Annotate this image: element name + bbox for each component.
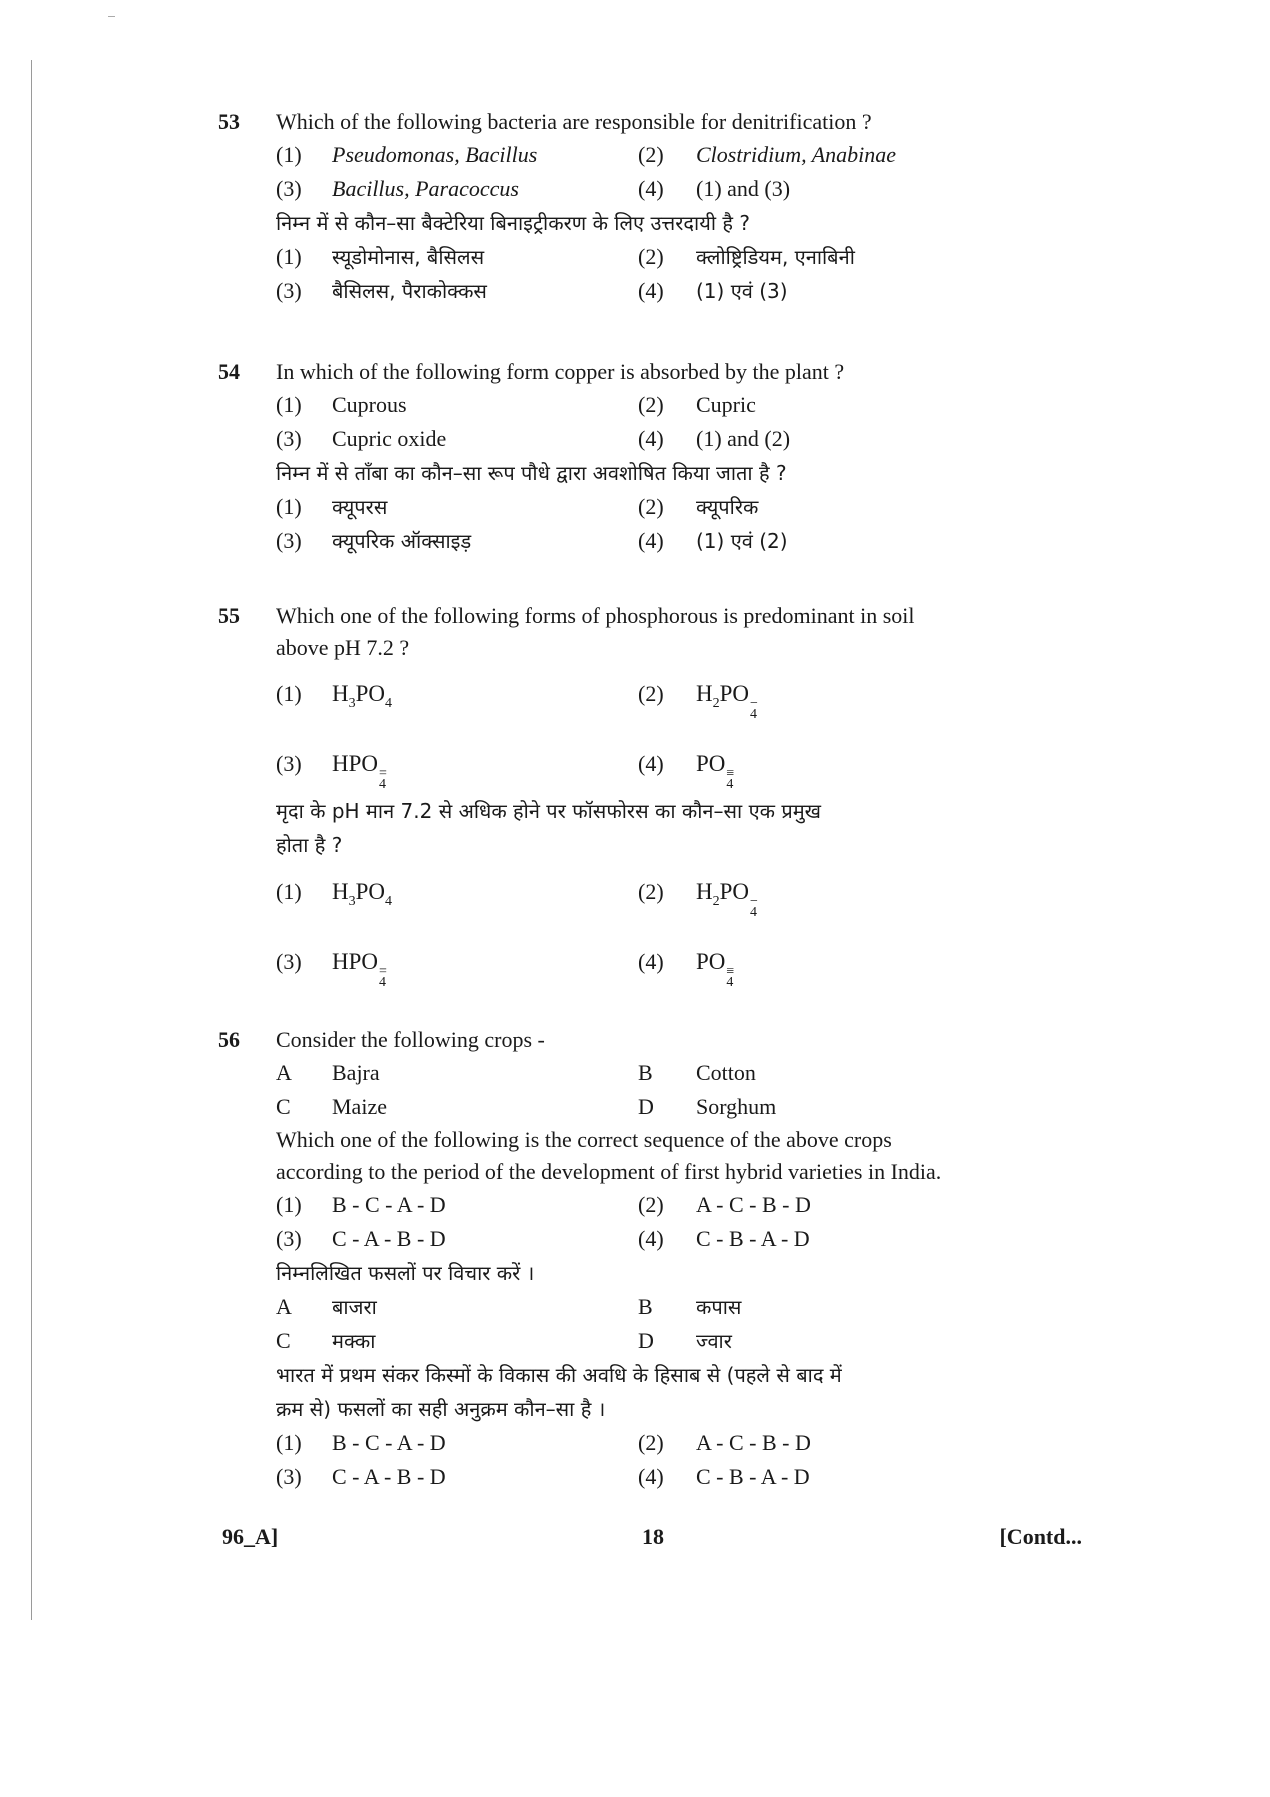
crop-c: Maize bbox=[332, 1094, 387, 1119]
question-54: 54 In which of the following form copper is absorbed by the plant ? (1) Cuprous (2) Cupric (3) Cupric oxide (4) (1) and (2) निम्न में से ताँबा का कौन–सा रूप पौधे द्वारा अवशोषित किया जाता है ? (1) क्यूपरस (2) क्यूपरिक (3) क्यूपरिक ऑक्साइड़ (4) (1) एवं (2) bbox=[218, 356, 1098, 558]
option-3-hi: क्यूपरिक ऑक्साइड़ bbox=[332, 529, 472, 553]
option-3: Bacillus, Paracoccus bbox=[332, 176, 519, 201]
question-text-hi: निम्न में से कौन–सा बैक्टेरिया बिनाइट्रीकरण के लिए उत्तरदायी है ? bbox=[276, 211, 750, 235]
question-text-hi: मृदा के pH मान 7.2 से अधिक होने पर फॉसफोरस का कौन–सा एक प्रमुख bbox=[276, 799, 822, 823]
option-1-formula-hi: $H_3PO_4$ bbox=[332, 879, 393, 909]
page-number: 18 bbox=[642, 1524, 664, 1549]
question-text-hi-cont: क्रम से) फसलों का सही अनुक्रम कौन–सा है । bbox=[276, 1397, 606, 1421]
option-4: C - B - A - D bbox=[696, 1226, 810, 1251]
crop-a-hi: बाजरा bbox=[332, 1295, 377, 1319]
option-2-hi: क्यूपरिक bbox=[696, 495, 759, 519]
question-53: 53 Which of the following bacteria are responsible for denitrification ? (1) Pseudomonas, Bacillus (2) Clostridium, Anabinae (3) Bacillus, Paracoccus (4) (1) and (3) निम्न में से कौन–सा बैक्टेरिया बिनाइट्रीकरण के लिए उत्तरदायी है ? (1) स्यूडोमोनास, बैसिलस (2) क्लोष्ट्रिडियम, एनाबिनी (3) बैसिलस, पैराकोक्कस (4) (1) एवं (3) bbox=[218, 106, 1098, 308]
option-4: (1) and (3) bbox=[696, 176, 791, 201]
option-4-hi: (1) एवं (2) bbox=[696, 529, 788, 553]
option-1-formula: $H_3PO_4$ bbox=[332, 681, 393, 711]
question-text-hi: निम्न में से ताँबा का कौन–सा रूप पौधे द्वारा अवशोषित किया जाता है ? bbox=[276, 461, 787, 485]
option-2: A - C - B - D bbox=[696, 1192, 811, 1217]
question-text-en-cont: above pH 7.2 ? bbox=[276, 635, 410, 660]
option-1: B - C - A - D bbox=[332, 1192, 446, 1217]
option-4-hi: C - B - A - D bbox=[696, 1464, 810, 1489]
question-intro-en: Consider the following crops - bbox=[276, 1027, 545, 1052]
left-margin-line bbox=[31, 60, 32, 1620]
option-3-hi: C - A - B - D bbox=[332, 1464, 446, 1489]
option-3-formula: HPO = 4 bbox=[332, 751, 387, 792]
question-number: 56 bbox=[218, 1027, 240, 1052]
option-2-hi: A - C - B - D bbox=[696, 1430, 811, 1455]
option-3: C - A - B - D bbox=[332, 1226, 446, 1251]
question-intro-hi: निम्नलिखित फसलों पर विचार करें । bbox=[276, 1261, 535, 1285]
option-3-formula-hi: HPO = 4 bbox=[332, 949, 387, 990]
question-number: 55 bbox=[218, 603, 240, 628]
crop-d-hi: ज्वार bbox=[696, 1329, 732, 1353]
option-4-formula: PO ≡ 4 bbox=[696, 751, 735, 792]
option-2-hi: क्लोष्ट्रिडियम, एनाबिनी bbox=[696, 245, 855, 269]
question-55: 55 Which one of the following forms of phosphorous is predominant in soil above pH 7.2 ? (1) $H_3PO_4$ (2) $H_2PO$ − 4 (3) HPO = 4 (4) PO ≡ 4 मृदा के pH मान 7.2 से अधिक होने पर फॉसफोरस का कौन–सा एक प्रमुख होता है ? (1) $H_3PO_4$ (2) $H_2PO$ − 4 (3) HPO = 4 (4) PO ≡ 4 bbox=[218, 600, 1098, 992]
option-1: Pseudomonas, Bacillus bbox=[332, 142, 538, 167]
question-56: 56 Consider the following crops - A Bajra B Cotton C Maize D Sorghum Which one of the following is the correct sequence of the above crops according to the period of the development of first hybrid varieties in India. (1) B - C - A - D (2) A - C - B - D (3) C - A - B - D (4) C - B - A - D निम्नलिखित फसलों पर विचार करें । A बाजरा B कपास C मक्का D ज्वार भारत में प्रथम संकर किस्मों के विकास की अवधि के हिसाब से (पहले से बाद में क्रम से) फसलों का सही अनुक्रम कौन–सा है । (1) B - C - A - D (2) A - C - B - D (3) C - A - B - D (4) C - B - A - D bbox=[218, 1024, 1098, 1494]
question-text-hi: भारत में प्रथम संकर किस्मों के विकास की अवधि के हिसाब से (पहले से बाद में bbox=[276, 1363, 842, 1387]
question-text-en: Which one of the following is the correct sequence of the above crops bbox=[276, 1127, 892, 1152]
option-1: Cuprous bbox=[332, 392, 407, 417]
continued-label: [Contd... bbox=[999, 1524, 1082, 1549]
question-number: 54 bbox=[218, 359, 240, 384]
option-2: Clostridium, Anabinae bbox=[696, 142, 897, 167]
question-number: 53 bbox=[218, 109, 240, 134]
option-2: Cupric bbox=[696, 392, 756, 417]
crop-b-hi: कपास bbox=[696, 1295, 742, 1319]
option-3: Cupric oxide bbox=[332, 426, 447, 451]
question-text-en: Which of the following bacteria are responsible for denitrification ? bbox=[276, 109, 872, 134]
crop-b: Cotton bbox=[696, 1060, 756, 1085]
question-text-en: Which one of the following forms of phosphorous is predominant in soil bbox=[276, 603, 915, 628]
option-1-hi: क्यूपरस bbox=[332, 495, 388, 519]
option-3-hi: बैसिलस, पैराकोक्कस bbox=[332, 279, 487, 303]
question-text-en-cont: according to the period of the development of first hybrid varieties in India. bbox=[276, 1159, 942, 1184]
option-4-hi: (1) एवं (3) bbox=[696, 279, 788, 303]
option-4: (1) and (2) bbox=[696, 426, 791, 451]
question-text-en: In which of the following form copper is absorbed by the plant ? bbox=[276, 359, 845, 384]
option-2-formula: $H_2PO$ − 4 bbox=[696, 681, 758, 722]
option-4-formula-hi: PO ≡ 4 bbox=[696, 949, 735, 990]
option-1-hi: B - C - A - D bbox=[332, 1430, 446, 1455]
paper-code: 96_A] bbox=[222, 1524, 279, 1549]
option-2-formula-hi: $H_2PO$ − 4 bbox=[696, 879, 758, 920]
crop-a: Bajra bbox=[332, 1060, 380, 1085]
crop-d: Sorghum bbox=[696, 1094, 777, 1119]
corner-mark bbox=[108, 16, 115, 17]
crop-c-hi: मक्का bbox=[332, 1329, 376, 1353]
option-1-hi: स्यूडोमोनास, बैसिलस bbox=[332, 245, 485, 269]
question-text-hi-cont: होता है ? bbox=[276, 833, 343, 857]
